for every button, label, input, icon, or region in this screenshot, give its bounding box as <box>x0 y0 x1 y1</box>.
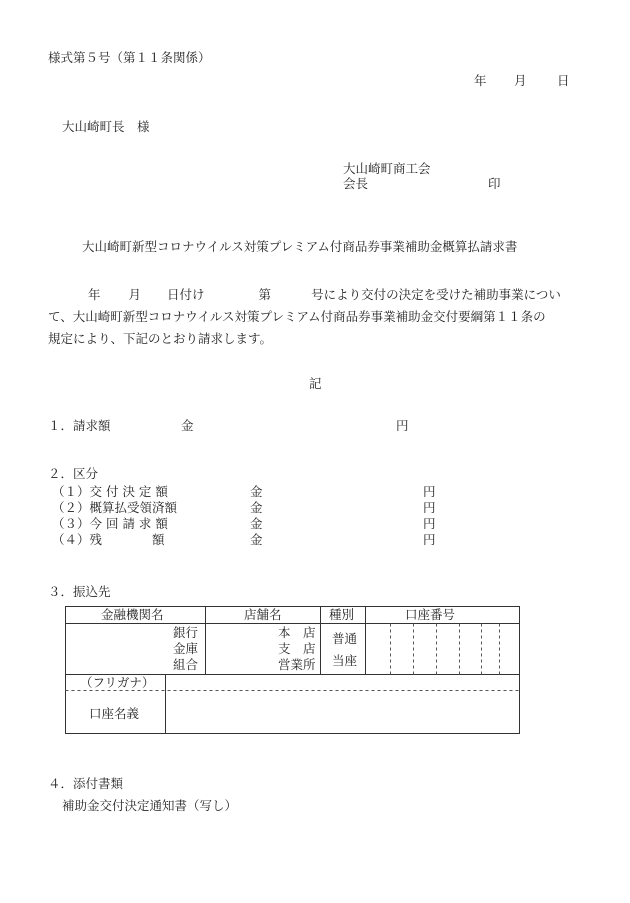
document-title: 大山崎町新型コロナウイルス対策プレミアム付商品券事業補助金概算払請求書 <box>82 239 518 254</box>
account-name-label: 口座名義 <box>89 706 140 721</box>
attachment-item: 補助金交付決定通知書（写し） <box>62 798 238 813</box>
sender-title: 会長 <box>343 176 369 191</box>
category-label-4: （４）残 額 <box>52 532 165 547</box>
branch-type-office: 営業所 <box>278 657 316 672</box>
branch-type-branch: 支 店 <box>278 641 316 656</box>
furigana-label: （フリガナ） <box>80 675 155 690</box>
category-label-2: （２）概算払受領済額 <box>52 500 178 515</box>
intro-rest: 号により交付の決定を受けた補助事業につい <box>311 287 561 302</box>
intro-dated: 日付け <box>167 287 205 302</box>
section1-kin: 金 <box>181 418 194 433</box>
category-yen-1: 円 <box>423 484 436 499</box>
intro-month: 月 <box>128 287 142 302</box>
date-year: 年 <box>474 73 487 88</box>
intro-year: 年 <box>88 287 101 302</box>
section1-label: １．請求額 <box>48 418 111 433</box>
section4-label: ４．添付書類 <box>48 776 124 791</box>
bank-type-bank: 銀行 <box>173 625 199 640</box>
account-type-ordinary: 普通 <box>332 631 358 646</box>
header-branch-name: 店舗名 <box>244 607 282 622</box>
branch-type-main: 本 店 <box>278 625 316 640</box>
intro-dai: 第 <box>258 287 272 302</box>
section3-label: ３．振込先 <box>48 584 111 599</box>
form-number: 様式第５号（第１１条関係） <box>48 50 211 65</box>
category-kin-4: 金 <box>250 532 263 547</box>
addressee: 大山崎町長 様 <box>62 119 150 134</box>
ki-mark: 記 <box>309 376 322 391</box>
category-yen-4: 円 <box>423 532 436 547</box>
date-month: 月 <box>514 73 527 88</box>
header-bank-name: 金融機関名 <box>101 607 164 622</box>
date-day: 日 <box>557 73 570 88</box>
section2-label: ２．区分 <box>48 466 99 481</box>
category-label-3: （３）今 回 請 求 額 <box>52 516 168 531</box>
header-account-type: 種別 <box>329 607 355 622</box>
seal-mark: 印 <box>488 176 501 191</box>
category-kin-3: 金 <box>250 516 263 531</box>
category-kin-2: 金 <box>250 500 263 515</box>
category-yen-2: 円 <box>423 500 436 515</box>
category-yen-3: 円 <box>423 516 436 531</box>
category-kin-1: 金 <box>250 484 263 499</box>
sender-org: 大山崎町商工会 <box>343 161 431 176</box>
account-type-checking: 当座 <box>332 653 358 668</box>
intro-line-2: て、大山崎町新型コロナウイルス対策プレミアム付商品券事業補助金交付要綱第１１条の <box>48 309 546 324</box>
intro-line-3: 規定により、下記のとおり請求します。 <box>48 331 273 346</box>
section1-yen: 円 <box>396 418 409 433</box>
category-label-1: （１）交 付 決 定 額 <box>52 484 168 499</box>
header-account-number: 口座番号 <box>405 607 456 622</box>
bank-type-kinko: 金庫 <box>173 641 199 656</box>
bank-type-kumiai: 組合 <box>173 657 199 672</box>
